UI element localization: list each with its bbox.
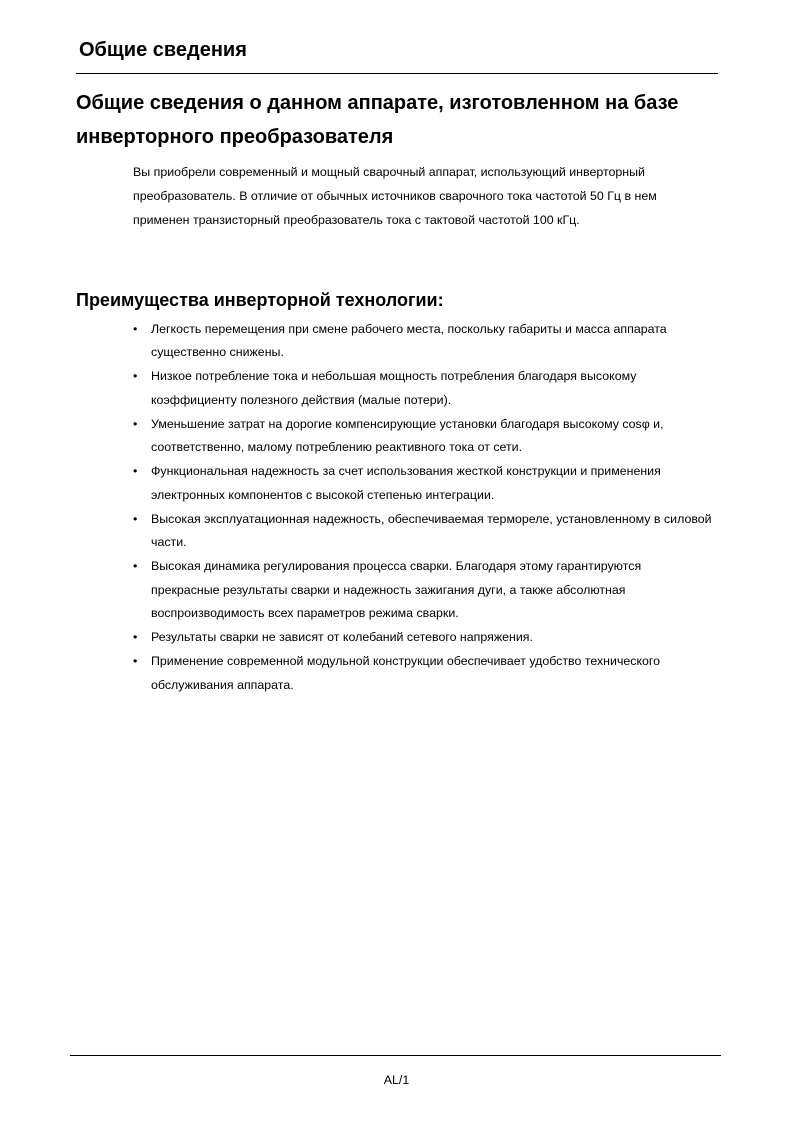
bullet-icon: • bbox=[133, 322, 138, 336]
list-item-text: Высокая динамика регулирования процесса сварки. Благодаря этому гарантируются прекрасные результаты сварки и надежность зажигания дуги, а также абсолютная воспроизводимость всех параметров режима сварки. bbox=[151, 559, 642, 621]
list-item bbox=[133, 555, 713, 625]
list-item-text: Функциональная надежность за счет использования жесткой конструкции и применения электронных компонентов с высокой степенью интеграции. bbox=[151, 464, 661, 502]
bullet-icon: • bbox=[133, 416, 138, 431]
footer-divider bbox=[70, 1055, 721, 1056]
header-divider bbox=[76, 73, 718, 74]
intro-paragraph: Вы приобрели современный и мощный сварочный аппарат, использующий инверторный преобразователь. В отличие от обычных источников сварочного тока частотой 50 Гц в нем применен транзисторный преобразователь тока с тактовой частотой 100 кГц. bbox=[133, 165, 657, 227]
list-item bbox=[133, 365, 713, 412]
list-item-text: Результаты сварки не зависят от колебаний сетевого напряжения. bbox=[151, 630, 533, 645]
page-header: Общие сведения bbox=[79, 39, 247, 61]
list-item-text: Легкость перемещения при смене рабочего места, поскольку габариты и масса аппарата существенно снижены. bbox=[151, 322, 667, 360]
list-item-text: Уменьшение затрат на дорогие компенсирующие установки благодаря высокому cosφ и, соответственно, малому потреблению реактивного тока от сети. bbox=[151, 416, 664, 455]
bullet-icon: • bbox=[133, 464, 138, 479]
list-item bbox=[133, 650, 713, 697]
page-title: Общие сведения о данном аппарате, изготовленном на базе инверторного преобразователя bbox=[76, 92, 679, 148]
bullet-icon: • bbox=[133, 654, 138, 669]
bullet-icon: • bbox=[133, 630, 138, 645]
list-item-text: Применение современной модульной конструкции обеспечивает удобство технического обслуживания аппарата. bbox=[151, 654, 661, 692]
bullet-icon: • bbox=[133, 511, 138, 526]
page-number: AL/1 bbox=[383, 1073, 410, 1087]
list-item-text: Низкое потребление тока и небольшая мощность потребления благодаря высокому коэффициенту полезного действия (малые потери). bbox=[151, 369, 637, 407]
advantages-heading: Преимущества инверторной технологии: bbox=[76, 290, 444, 310]
list-item bbox=[133, 318, 713, 365]
list-item bbox=[133, 413, 713, 460]
bullet-icon: • bbox=[133, 369, 138, 384]
bullet-icon: • bbox=[133, 559, 138, 574]
list-item bbox=[133, 626, 713, 649]
list-item-text: Высокая эксплуатационная надежность, обеспечиваемая термореле, установленному в силовой части. bbox=[151, 511, 712, 550]
list-item bbox=[133, 460, 713, 507]
list-item bbox=[133, 508, 713, 555]
advantages-list bbox=[133, 318, 713, 698]
